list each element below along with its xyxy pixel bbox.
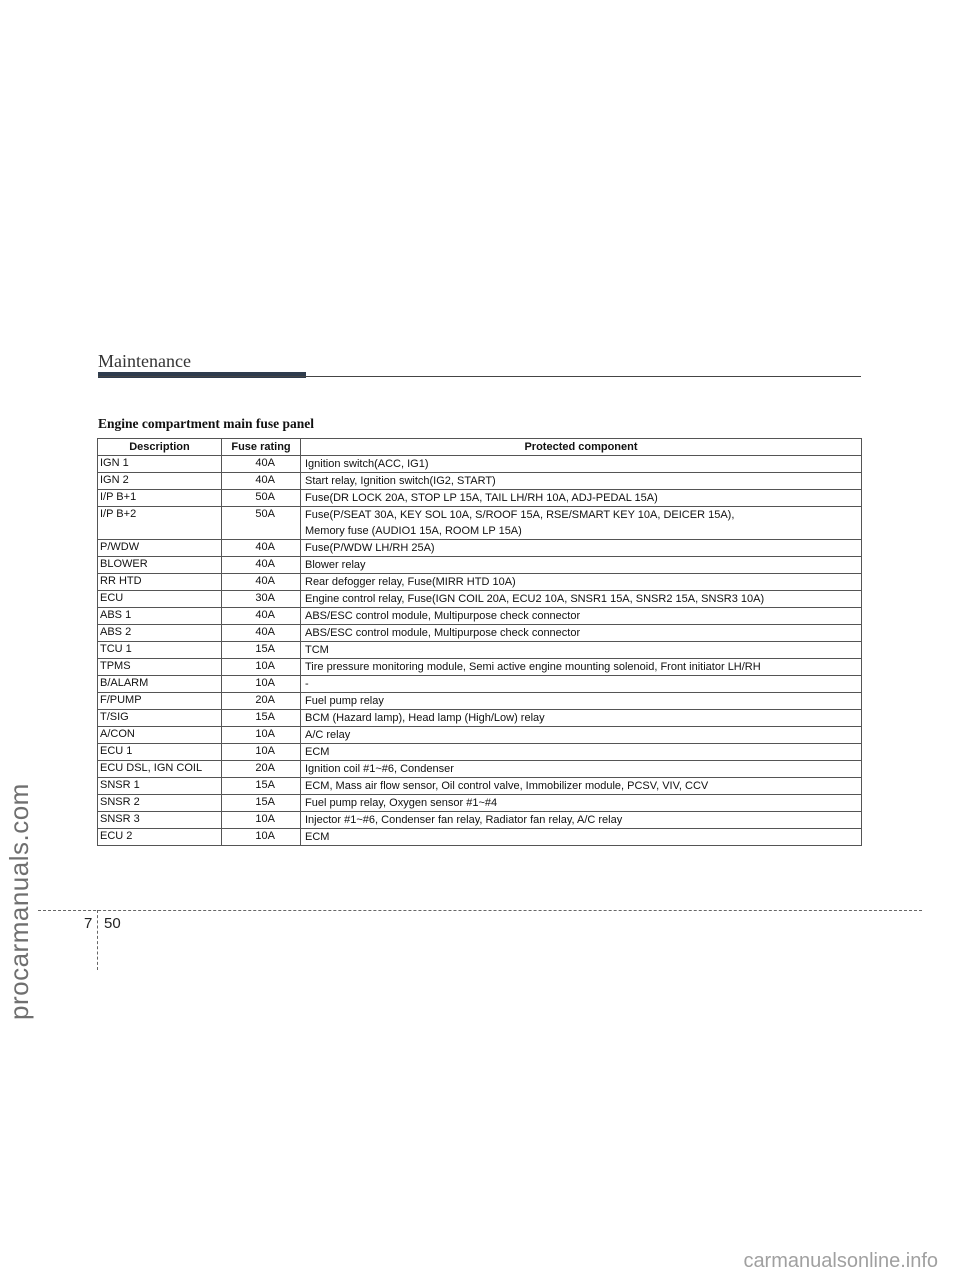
protected-component-line: ECM, Mass air flow sensor, Oil control valve, Immobilizer module, PCSV, VIV, CCV	[305, 780, 709, 792]
protected-component-line: Blower relay	[305, 559, 366, 571]
protected-component	[301, 727, 862, 744]
section-title: Engine compartment main fuse panel	[98, 416, 314, 431]
header-accent-bar	[98, 372, 306, 378]
protected-component-line: Fuel pump relay, Oxygen sensor #1~#4	[305, 797, 498, 809]
protected-component-line: Fuel pump relay	[305, 695, 384, 707]
fuse-rating: 10A	[222, 727, 301, 744]
protected-component	[301, 744, 862, 761]
fuse-rating: 40A	[222, 540, 301, 557]
table-row	[98, 761, 862, 778]
protected-component	[301, 761, 862, 778]
protected-component-line: Fuse(P/SEAT 30A, KEY SOL 10A, S/ROOF 15A, RSE/SMART KEY 10A, DEICER 15A),	[305, 509, 735, 521]
table-row	[98, 710, 862, 727]
fuse-description: P/WDW	[98, 540, 222, 557]
protected-component	[301, 642, 862, 659]
table-row	[98, 574, 862, 591]
fuse-description: T/SIG	[98, 710, 222, 727]
fuse-description: TCU 1	[98, 642, 222, 659]
fuse-description: SNSR 3	[98, 812, 222, 829]
fuse-description: BLOWER	[98, 557, 222, 574]
fuse-description: I/P B+2	[98, 507, 222, 540]
protected-component-line: -	[305, 678, 309, 690]
fuse-rating: 20A	[222, 693, 301, 710]
table-row	[98, 693, 862, 710]
fuse-description: ABS 2	[98, 625, 222, 642]
protected-component-line: Engine control relay, Fuse(IGN COIL 20A, ECU2 10A, SNSR1 15A, SNSR2 15A, SNSR3 10A)	[305, 593, 765, 605]
fuse-rating: 10A	[222, 812, 301, 829]
protected-component-line: Injector #1~#6, Condenser fan relay, Radiator fan relay, A/C relay	[305, 814, 623, 826]
protected-component-line: Ignition coil #1~#6, Condenser	[305, 763, 454, 775]
protected-component-line: Fuse(DR LOCK 20A, STOP LP 15A, TAIL LH/RH 10A, ADJ-PEDAL 15A)	[305, 492, 658, 504]
fuse-rating: 20A	[222, 761, 301, 778]
protected-component	[301, 507, 862, 540]
table-row	[98, 829, 862, 846]
fuse-rating: 50A	[222, 507, 301, 540]
protected-component-line: BCM (Hazard lamp), Head lamp (High/Low) relay	[305, 712, 545, 724]
fuse-description: ECU 2	[98, 829, 222, 846]
protected-component	[301, 625, 862, 642]
fuse-description: SNSR 2	[98, 795, 222, 812]
fuse-description: ABS 1	[98, 608, 222, 625]
protected-component-line: Rear defogger relay, Fuse(MIRR HTD 10A)	[305, 576, 516, 588]
fuse-description: TPMS	[98, 659, 222, 676]
fuse-rating: 15A	[222, 710, 301, 727]
fuse-rating: 10A	[222, 676, 301, 693]
fuse-description: A/CON	[98, 727, 222, 744]
protected-component	[301, 591, 862, 608]
fuse-description: B/ALARM	[98, 676, 222, 693]
protected-component-line: Start relay, Ignition switch(IG2, START)	[305, 475, 496, 487]
table-row	[98, 540, 862, 557]
fuse-rating: 50A	[222, 490, 301, 507]
protected-component-line: ECM	[305, 831, 330, 843]
fuse-description: SNSR 1	[98, 778, 222, 795]
fuse-rating: 10A	[222, 744, 301, 761]
protected-component	[301, 659, 862, 676]
page-number: 50	[104, 915, 121, 932]
chapter-number: 7	[84, 915, 93, 932]
protected-component	[301, 574, 862, 591]
fuse-description: ECU 1	[98, 744, 222, 761]
table-row	[98, 507, 862, 540]
header-rule	[98, 376, 861, 377]
protected-component	[301, 557, 862, 574]
protected-component-line: ABS/ESC control module, Multipurpose check connector	[305, 627, 581, 639]
table-row	[98, 659, 862, 676]
fuse-rating: 40A	[222, 625, 301, 642]
bottom-watermark: carmanualsonline.info	[743, 1250, 938, 1272]
protected-component	[301, 608, 862, 625]
fuse-rating: 10A	[222, 659, 301, 676]
fuse-rating: 10A	[222, 829, 301, 846]
fuse-description: IGN 1	[98, 456, 222, 473]
table-row	[98, 727, 862, 744]
table-row	[98, 812, 862, 829]
table-row	[98, 456, 862, 473]
table-row	[98, 473, 862, 490]
fuse-rating: 40A	[222, 557, 301, 574]
protected-component	[301, 676, 862, 693]
table-row	[98, 744, 862, 761]
fuse-rating: 40A	[222, 473, 301, 490]
protected-component	[301, 490, 862, 507]
protected-component-line: Fuse(P/WDW LH/RH 25A)	[305, 542, 435, 554]
fuse-rating: 15A	[222, 642, 301, 659]
fuse-rating: 15A	[222, 795, 301, 812]
protected-component-line: Tire pressure monitoring module, Semi active engine mounting solenoid, Front initiator LH/RH	[305, 661, 761, 673]
side-watermark	[4, 760, 44, 1020]
table-row	[98, 676, 862, 693]
protected-component-line: A/C relay	[305, 729, 351, 741]
protected-component	[301, 693, 862, 710]
page-header-title: Maintenance	[98, 351, 191, 371]
table-row	[98, 608, 862, 625]
fuse-description: RR HTD	[98, 574, 222, 591]
fuse-rating: 15A	[222, 778, 301, 795]
table-row	[98, 557, 862, 574]
protected-component-line: ECM	[305, 746, 330, 758]
table-row	[98, 642, 862, 659]
table-row	[98, 490, 862, 507]
fuse-description: F/PUMP	[98, 693, 222, 710]
protected-component-line: TCM	[305, 644, 329, 656]
fuse-rating: 30A	[222, 591, 301, 608]
header-description: Description	[98, 439, 222, 456]
fuse-rating: 40A	[222, 574, 301, 591]
protected-component	[301, 812, 862, 829]
fuse-description: ECU	[98, 591, 222, 608]
fuse-description: IGN 2	[98, 473, 222, 490]
table-row	[98, 591, 862, 608]
fuse-description: ECU DSL, IGN COIL	[98, 761, 222, 778]
fuse-rating: 40A	[222, 608, 301, 625]
table-row	[98, 625, 862, 642]
table-header-row	[98, 439, 862, 456]
protected-component	[301, 829, 862, 846]
header-fuse-rating: Fuse rating	[222, 439, 301, 456]
footer-vertical-rule	[97, 910, 98, 970]
fuse-table	[97, 438, 862, 846]
protected-component	[301, 540, 862, 557]
protected-component	[301, 778, 862, 795]
footer-rule	[38, 910, 922, 911]
protected-component-line: Ignition switch(ACC, IG1)	[305, 458, 429, 470]
protected-component	[301, 473, 862, 490]
table-row	[98, 795, 862, 812]
protected-component	[301, 710, 862, 727]
side-watermark-text: procarmanuals.com	[4, 783, 34, 1020]
protected-component	[301, 795, 862, 812]
protected-component	[301, 456, 862, 473]
protected-component-line: Memory fuse (AUDIO1 15A, ROOM LP 15A)	[305, 525, 522, 537]
protected-component-line: ABS/ESC control module, Multipurpose check connector	[305, 610, 581, 622]
header-protected-component: Protected component	[301, 439, 862, 456]
table-row	[98, 778, 862, 795]
fuse-description: I/P B+1	[98, 490, 222, 507]
fuse-rating: 40A	[222, 456, 301, 473]
fuse-table-body	[98, 456, 862, 846]
